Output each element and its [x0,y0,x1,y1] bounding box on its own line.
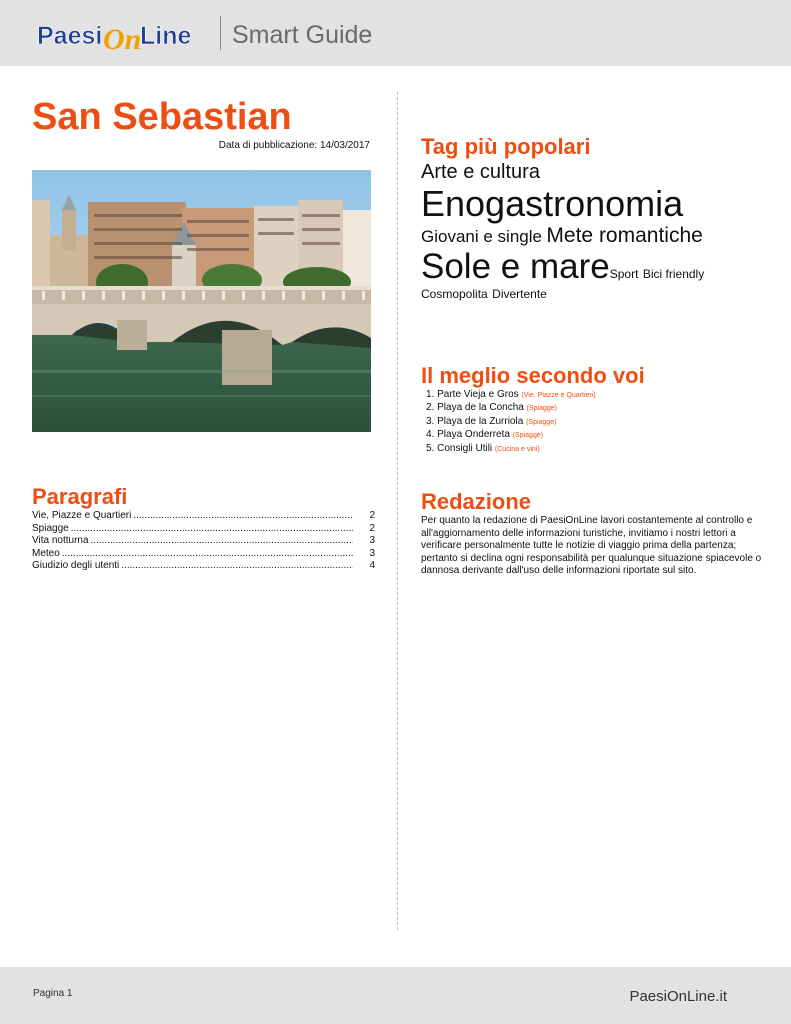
best-list [426,389,596,456]
toc-label: Vita notturna [32,535,89,546]
toc-row[interactable] [32,560,375,573]
tag-link[interactable]: Sole e mare [421,246,610,286]
best-item-label[interactable]: 3. Playa de la Zurriola [426,415,524,427]
toc-dot-leader [121,560,353,571]
list-item [426,429,596,442]
tag-link[interactable]: Cosmopolita [421,286,488,301]
tag-link[interactable]: Sport [609,266,639,281]
toc-page-number: 3 [369,535,375,546]
best-item-category: (Cucina e vini) [494,445,540,453]
city-photo [32,170,371,432]
best-item-label[interactable]: 1. Parte Vieja e Gros [426,389,519,400]
header-separator [220,16,221,50]
toc-label: Meteo [32,547,60,559]
toc-dot-leader [71,523,353,534]
svg-text:Line: Line [140,22,192,50]
best-item-category: (Vie, Piazze e Quartieri) [521,392,596,399]
tag-link[interactable]: Divertente [492,286,547,301]
best-item-category: (Spiagge) [526,405,557,413]
toc-page-number: 3 [369,547,375,559]
tag-link[interactable]: Mete romantiche [546,223,703,247]
tags-heading: Tag più popolari [421,134,591,159]
paragrafi-heading: Paragrafi [32,484,128,509]
page-header [0,0,791,66]
toc-row[interactable] [32,548,375,561]
toc-row[interactable] [32,535,375,548]
toc-page-number: 2 [369,510,375,521]
list-item [426,416,596,429]
tag-link[interactable]: Arte e cultura [421,161,540,183]
toc-dot-leader [91,535,353,546]
paragrafi-toc [32,510,375,573]
toc-page-number: 2 [369,522,375,534]
list-item [426,389,596,402]
tag-cloud [421,162,766,302]
toc-row[interactable] [32,510,375,523]
toc-dot-leader [133,510,353,521]
toc-label: Spiagge [32,522,69,534]
svg-text:On: On [103,23,142,56]
redazione-heading: Redazione [421,489,532,514]
header-subtitle: Smart Guide [232,21,373,49]
paesionline-logo [37,16,202,56]
toc-dot-leader [62,548,353,559]
tag-link[interactable]: Enogastronomia [421,182,684,224]
page-number: Pagina 1 [33,988,73,999]
tag-link[interactable]: Bici friendly [642,266,705,281]
best-item-label[interactable]: 5. Consigli Utili [426,442,493,454]
best-heading: Il meglio secondo voi [421,363,645,388]
best-item-category: (Spiagge) [512,432,544,440]
page-footer [0,967,791,1024]
list-item [426,443,596,456]
publication-date: Data di pubblicazione: 14/03/2017 [218,140,370,151]
toc-row[interactable] [32,523,375,536]
toc-label: Vie, Piazze e Quartieri [32,510,132,521]
best-item-category: (Spiagge) [526,418,557,426]
toc-page-number: 4 [369,560,375,571]
column-divider [397,92,398,930]
footer-site-link[interactable]: PaesiOnLine.it [629,988,727,1005]
list-item [426,402,596,415]
toc-label: Giudizio degli utenti [32,560,120,571]
best-item-label[interactable]: 4. Playa Onderreta [426,429,510,441]
svg-text:Paesi: Paesi [37,22,103,50]
page-title: San Sebastian [32,96,292,138]
tag-link[interactable]: Giovani e single [421,226,542,246]
best-item-label[interactable]: 2. Playa de la Concha [426,402,524,414]
redazione-text: Per quanto la redazione di PaesiOnLine lavori costantemente al controllo e all'aggiornamento delle informazioni turistiche, invitiamo i nostri lettori a verificare personalmente tutte le notizie di viaggio prima della partenza; pertanto si declina ogni responsabilità per qualunque situazione spiacevole o dannosa derivante dall'uso delle informazioni riportate sul sito. [421,515,762,577]
